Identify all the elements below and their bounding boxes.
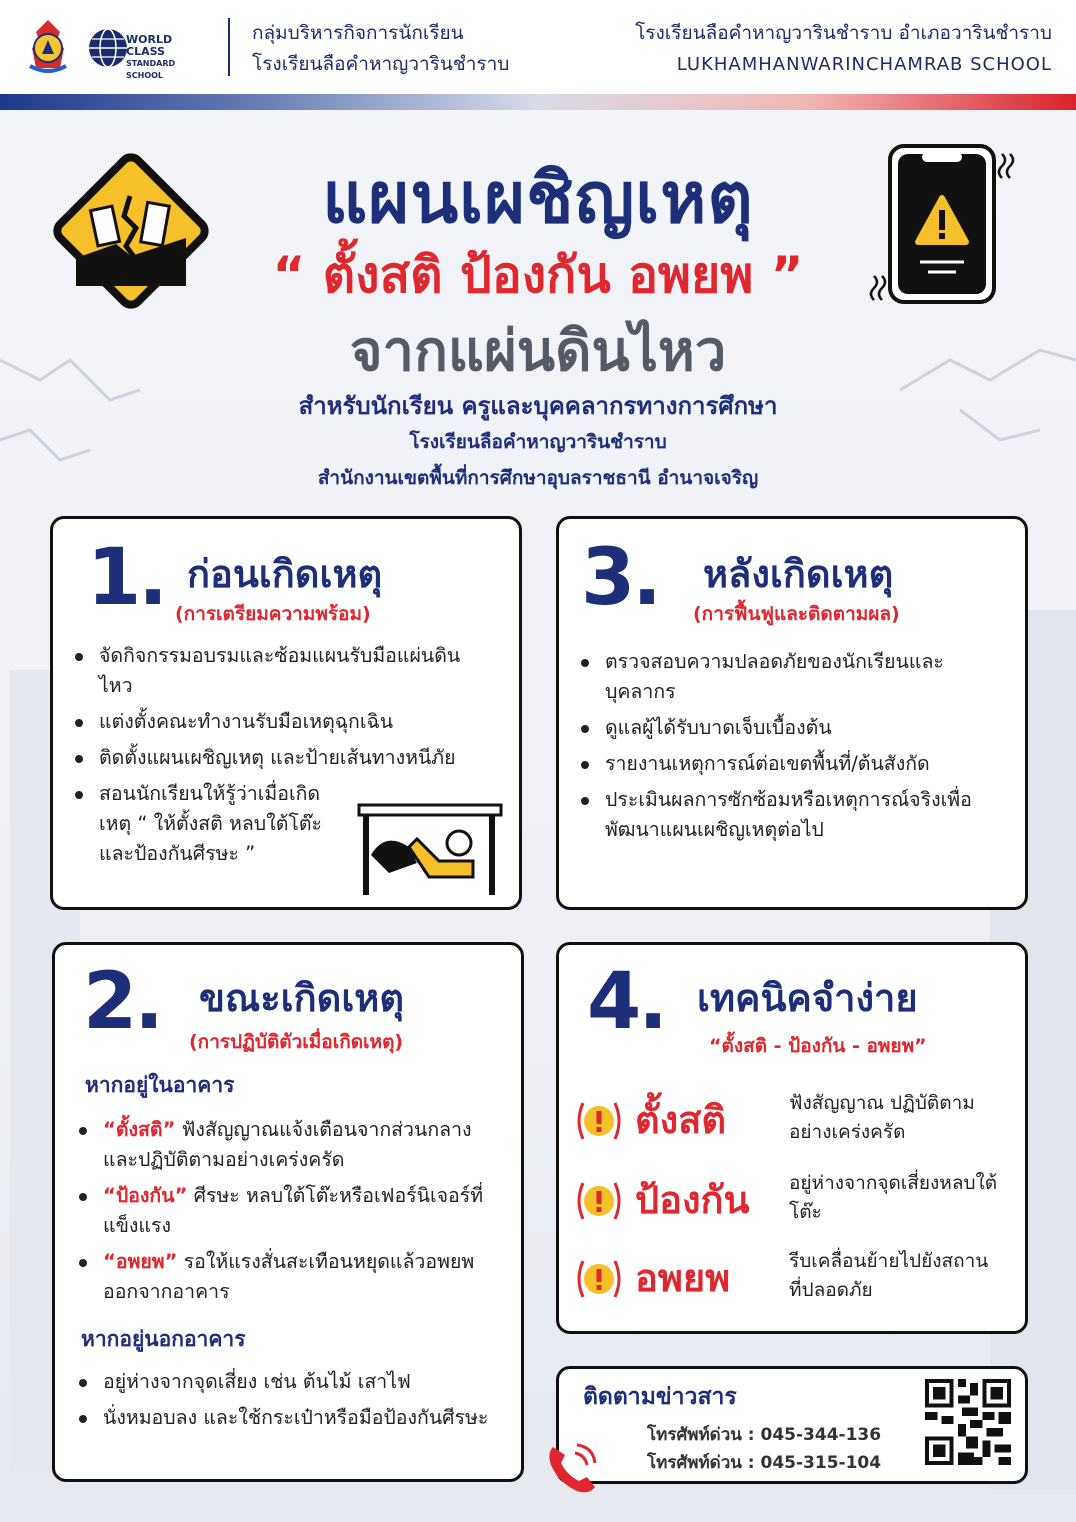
- main-title: แผนเผชิญเหตุ: [322, 157, 754, 239]
- list-item: [77, 1115, 497, 1175]
- header-school-en: LUKHAMHANWARINCHAMRAB SCHOOL: [676, 54, 1052, 75]
- memo-row: [575, 1087, 1015, 1157]
- title-earthquake: จากแผ่นดินไหว: [349, 319, 727, 384]
- section-before: [50, 516, 522, 910]
- section-number: 3.: [581, 533, 659, 623]
- memo-desc: ฟังสัญญาณ ปฏิบัติตามอย่างเคร่งครัด: [789, 1092, 975, 1143]
- phone-call-icon: [543, 1435, 605, 1497]
- school-seal-icon: [20, 18, 76, 74]
- header-stripe: [0, 94, 1076, 110]
- after-list: [579, 647, 1009, 851]
- section-subtitle: “ตั้งสติ - ป้องกัน - อพยพ”: [709, 1035, 927, 1057]
- header-school: โรงเรียนลือคำหาญวารินชำราบ: [252, 53, 510, 75]
- list-item: ดูแลผู้ได้รับบาดเจ็บเบื้องต้น: [579, 713, 1009, 743]
- section-during: [52, 942, 524, 1482]
- memo-keyword: ป้องกัน: [635, 1178, 750, 1222]
- list-item: ติดตั้งแผนเผชิญเหตุ และป้ายเส้นทางหนีภัย: [73, 743, 473, 773]
- keyword: “ป้องกัน”: [103, 1184, 188, 1207]
- list-item: รายงานเหตุการณ์ต่อเขตพื้นที่/ต้นสังกัด: [579, 749, 1009, 779]
- qr-code[interactable]: [925, 1379, 1011, 1465]
- hotline-2: โทรศัพท์ด่วน : 045-315-104: [647, 1453, 882, 1473]
- list-item: [77, 1247, 497, 1307]
- list-item: แต่งตั้งคณะทำงานรับมือเหตุฉุกเฉิน: [73, 707, 473, 737]
- memo-row: [575, 1167, 1015, 1237]
- list-item: จัดกิจกรรมอบรมและซ้อมแผนรับมือแผ่นดินไหว: [73, 641, 473, 701]
- audience: สำหรับนักเรียน ครูและบุคคลากรทางการศึกษา: [298, 392, 778, 420]
- slogan: “ ตั้งสติ ป้องกัน อพยพ ”: [272, 246, 804, 304]
- item-text: รอให้แรงสั่นสะเทือนหยุดแล้วอพยพออกจากอาคาร: [103, 1250, 475, 1303]
- section-subtitle: (การเตรียมความพร้อม): [175, 603, 371, 625]
- hotline-1: โทรศัพท์ด่วน : 045-344-136: [647, 1425, 882, 1445]
- district-office: สำนักงานเขตพื้นที่การศึกษาอุบลราชธานี อำนาจเจริญ: [317, 467, 759, 489]
- memo-desc: รีบเคลื่อนย้ายไปยังสถานที่ปลอดภัย: [789, 1250, 989, 1301]
- outdoor-heading: หากอยู่นอกอาคาร: [81, 1327, 246, 1351]
- indoor-heading: หากอยู่ในอาคาร: [85, 1073, 235, 1097]
- section-after: [556, 516, 1028, 910]
- list-item: สอนนักเรียนให้รู้ว่าเมื่อเกิดเหตุ “ ให้ตั้งสติ หลบใต้โต๊ะ และป้องกันศีรษะ ”: [73, 779, 329, 869]
- school-name: โรงเรียนลือคำหาญวารินชำราบ: [409, 431, 667, 453]
- list-item: ตรวจสอบความปลอดภัยของนักเรียนและบุคลากร: [579, 647, 1009, 707]
- memo-keyword: ตั้งสติ: [635, 1098, 727, 1142]
- section-title: หลังเกิดเหตุ: [703, 552, 894, 596]
- keyword: “อพยพ”: [103, 1250, 178, 1273]
- exclamation-icon: [575, 1097, 623, 1145]
- section-title: ก่อนเกิดเหตุ: [187, 552, 383, 596]
- exclamation-icon: [575, 1177, 623, 1225]
- duck-under-table-icon: [355, 803, 505, 895]
- section-number: 4.: [587, 957, 665, 1047]
- section-title: ขณะเกิดเหตุ: [199, 976, 405, 1020]
- list-item: [77, 1181, 497, 1241]
- section-title: เทคนิคจำง่าย: [697, 976, 918, 1020]
- header-dept: กลุ่มบริหารกิจการนักเรียน: [252, 22, 464, 44]
- globe-icon: [86, 26, 130, 70]
- section-subtitle: (การฟื้นฟูและติดตามผล): [693, 603, 900, 625]
- header-right: [635, 18, 1052, 80]
- logo-text-2: STANDARD SCHOOL: [126, 59, 176, 80]
- outdoor-list: [77, 1367, 497, 1439]
- header-divider: [228, 18, 230, 76]
- section-number: 1.: [87, 533, 165, 623]
- section-number: 2.: [83, 957, 161, 1047]
- item-text: ฟังสัญญาณแจ้งเตือนจากส่วนกลางและปฏิบัติตามอย่างเคร่งครัด: [103, 1118, 472, 1171]
- follow-title: ติดตามข่าวสาร: [583, 1384, 737, 1410]
- header-left: [252, 18, 509, 80]
- list-item: ประเมินผลการซักซ้อมหรือเหตุการณ์จริงเพื่อพัฒนาแผนเผชิญเหตุต่อไป: [579, 785, 1009, 845]
- header-school-full: โรงเรียนลือคำหาญวารินชำราบ อำเภอวารินชำราบ: [635, 22, 1052, 44]
- list-item: อยู่ห่างจากจุดเสี่ยง เช่น ต้นไม้ เสาไฟ: [77, 1367, 497, 1397]
- section-memo: [556, 942, 1028, 1334]
- list-item: นั่งหมอบลง และใช้กระเป๋าหรือมือป้องกันศีรษะ: [77, 1403, 497, 1433]
- section-subtitle: (การปฏิบัติตัวเมื่อเกิดเหตุ): [189, 1031, 404, 1053]
- exclamation-icon: [575, 1255, 623, 1303]
- memo-desc: อยู่ห่างจากจุดเสี่ยงหลบใต้โต๊ะ: [789, 1172, 998, 1223]
- item-text: ศีรษะ หลบใต้โต๊ะหรือเฟอร์นิเจอร์ที่แข็งแรง: [103, 1184, 484, 1237]
- logo-text-1: WORLD CLASS: [126, 33, 173, 58]
- world-class-logo: [86, 26, 208, 80]
- keyword: “ตั้งสติ”: [103, 1118, 176, 1141]
- memo-keyword: อพยพ: [635, 1256, 731, 1300]
- header: [0, 0, 1076, 94]
- memo-row: [575, 1245, 1015, 1315]
- follow-box: [556, 1366, 1028, 1484]
- indoor-list: [77, 1115, 497, 1313]
